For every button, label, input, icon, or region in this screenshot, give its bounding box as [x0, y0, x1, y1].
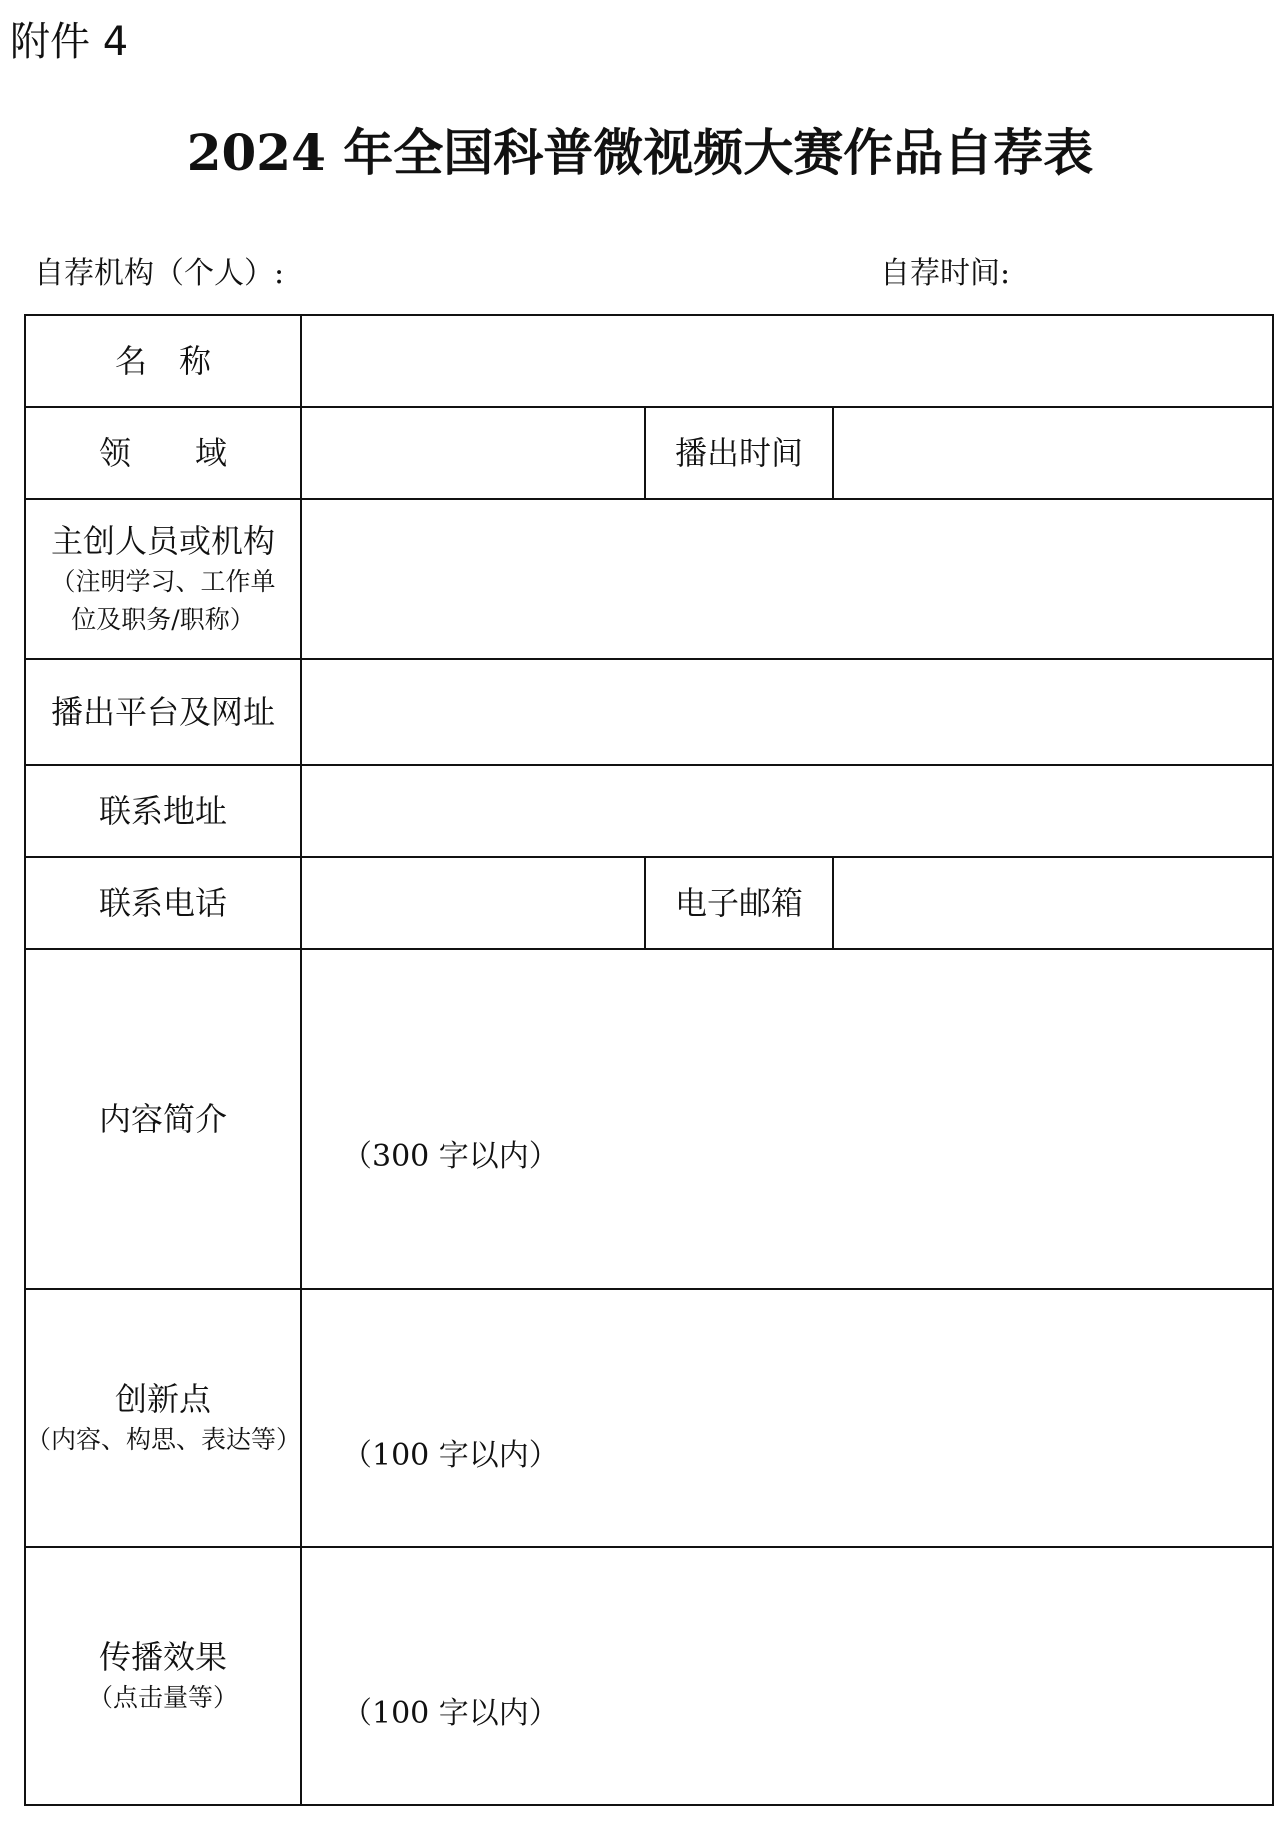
effect-label-cell	[25, 1547, 301, 1805]
row-creators	[25, 499, 1273, 659]
row-name	[25, 315, 1273, 407]
recommending-org-label: 自荐机构（个人）:	[34, 256, 285, 291]
creators-note-line-2: 位及职务/职称）	[71, 605, 255, 634]
creators-label: 主创人员或机构	[50, 522, 275, 560]
attachment-label: 附件 4	[10, 19, 129, 65]
platform-value-cell[interactable]	[301, 659, 1273, 765]
broadcast-time-value-cell[interactable]	[833, 407, 1273, 499]
row-summary	[25, 949, 1273, 1289]
summary-value-cell[interactable]	[301, 949, 1273, 1289]
summary-label: 内容简介	[25, 949, 301, 1289]
page-title: 2024 年全国科普微视频大赛作品自荐表	[186, 123, 1094, 182]
phone-value-cell[interactable]	[301, 857, 645, 949]
row-field	[25, 407, 1273, 499]
name-label: 名 称	[25, 315, 301, 407]
email-label: 电子邮箱	[645, 857, 833, 949]
field-value-cell[interactable]	[301, 407, 645, 499]
row-platform	[25, 659, 1273, 765]
address-value-cell[interactable]	[301, 765, 1273, 857]
innovation-sub-note: （内容、构思、表达等）	[26, 1425, 302, 1454]
recommendation-form-table	[24, 314, 1274, 1806]
innovation-label: 创新点	[114, 1380, 211, 1418]
innovation-limit-note: （100 字以内）	[342, 1438, 559, 1473]
phone-label: 联系电话	[25, 857, 301, 949]
broadcast-time-label: 播出时间	[645, 407, 833, 499]
summary-limit-note: （300 字以内）	[342, 1139, 559, 1174]
effect-label: 传播效果	[98, 1638, 227, 1676]
row-effect	[25, 1547, 1273, 1805]
address-label: 联系地址	[25, 765, 301, 857]
creators-note-line-1: （注明学习、工作单	[50, 567, 276, 596]
field-label: 领 域	[25, 407, 301, 499]
email-value-cell[interactable]	[833, 857, 1273, 949]
creators-label-cell	[25, 499, 301, 659]
row-address	[25, 765, 1273, 857]
platform-label: 播出平台及网址	[25, 659, 301, 765]
effect-sub-note: （点击量等）	[87, 1683, 238, 1712]
creators-value-cell[interactable]	[301, 499, 1273, 659]
effect-limit-note: （100 字以内）	[342, 1696, 559, 1731]
name-value-cell[interactable]	[301, 315, 1273, 407]
recommend-time-label: 自荐时间:	[880, 256, 1011, 291]
effect-value-cell[interactable]	[301, 1547, 1273, 1805]
innovation-value-cell[interactable]	[301, 1289, 1273, 1547]
row-innovation	[25, 1289, 1273, 1547]
innovation-label-cell	[25, 1289, 301, 1547]
row-phone	[25, 857, 1273, 949]
